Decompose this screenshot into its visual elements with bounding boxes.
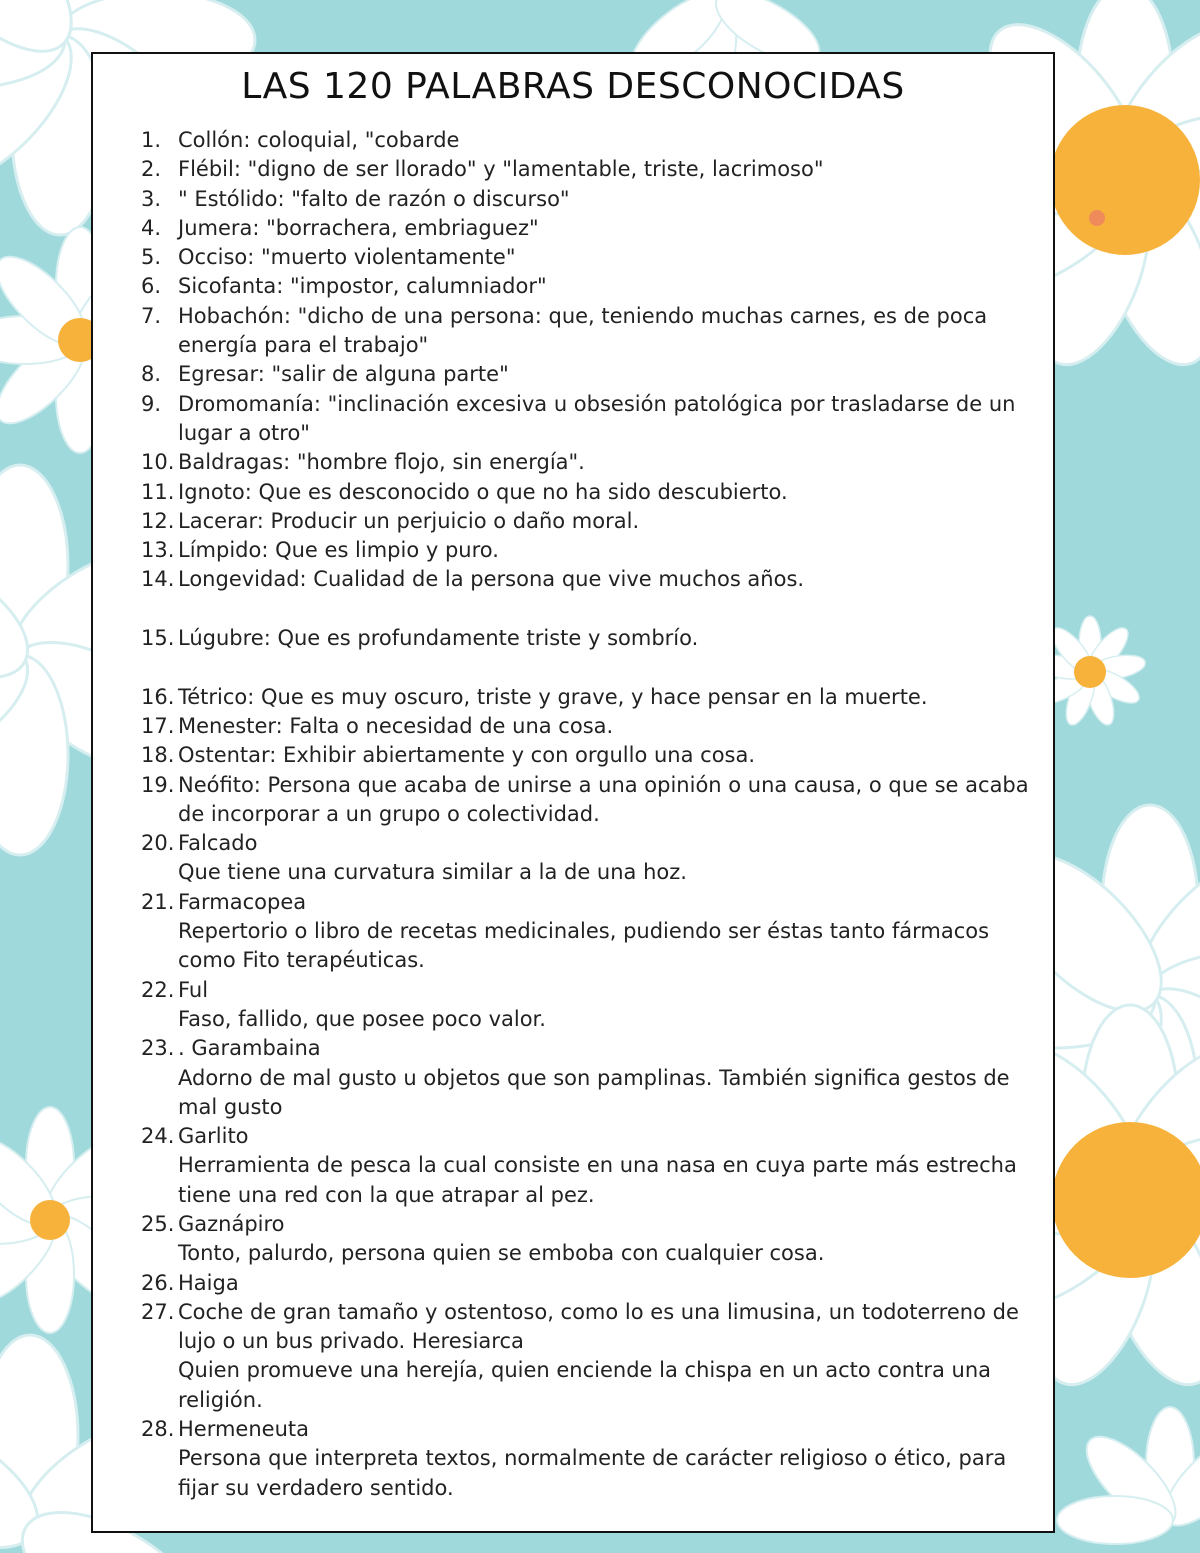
list-item-text: Sicofanta: "impostor, calumniador" xyxy=(178,274,547,299)
list-item xyxy=(141,126,1041,155)
list-item xyxy=(141,448,1041,477)
list-item-number: 19. xyxy=(141,772,175,797)
list-item xyxy=(141,507,1041,536)
list-item-text: Dromomanía: "inclinación excesiva u obsesión patológica por trasladarse de un lugar a otro" xyxy=(178,391,1016,445)
list-item xyxy=(141,302,1041,361)
list-item-number: 26. xyxy=(141,1270,175,1295)
list-item-number: 6. xyxy=(141,274,162,299)
list-item xyxy=(141,1122,1041,1210)
list-item-number: 14. xyxy=(141,567,175,592)
list-item-text: Menester: Falta o necesidad de una cosa. xyxy=(178,713,614,738)
list-item-number: 27. xyxy=(141,1299,175,1324)
list-item xyxy=(141,1298,1041,1415)
list-item-number: 13. xyxy=(141,538,175,563)
list-item xyxy=(141,1269,1041,1298)
list-item-number: 16. xyxy=(141,684,175,709)
list-item-text: Límpido: Que es limpio y puro. xyxy=(178,538,499,563)
list-item-number: 1. xyxy=(141,128,162,152)
list-item-number: 3. xyxy=(141,186,162,211)
list-item-number: 2. xyxy=(141,157,162,182)
list-item-text: Hobachón: "dicho de una persona: que, teniendo muchas carnes, es de poca energía para el trabajo" xyxy=(178,303,988,358)
list-item-text: Coche de gran tamaño y ostentoso, como lo es una limusina, un todoterreno de lujo o un bus privado. Heresiarca xyxy=(178,1299,1019,1354)
list-item-definition: Tonto, palurdo, persona quien se emboba con cualquier cosa. xyxy=(178,1241,825,1266)
word-list xyxy=(141,126,1041,1503)
list-item-definition: Que tiene una curvatura similar a la de una hoz. xyxy=(178,860,687,885)
list-item-text: Hermeneuta xyxy=(178,1417,309,1442)
list-item xyxy=(141,1415,1041,1503)
daisy-flower-icon xyxy=(1057,1407,1200,1544)
list-item xyxy=(141,771,1041,830)
list-item xyxy=(141,712,1041,741)
list-item xyxy=(141,1034,1041,1122)
list-item xyxy=(141,214,1041,243)
list-item xyxy=(141,390,1041,449)
list-item xyxy=(141,565,1041,594)
page-title: LAS 120 PALABRAS DESCONOCIDAS xyxy=(241,66,905,107)
list-item xyxy=(141,829,1041,888)
list-item-number: 4. xyxy=(141,215,162,240)
list-item-number: 11. xyxy=(141,479,175,504)
list-item-definition: Quien promueve una herejía, quien enciende la chispa en un acto contra una religión. xyxy=(178,1358,992,1412)
list-item-number: 12. xyxy=(141,508,175,533)
list-item-number: 28. xyxy=(141,1417,175,1442)
list-item-text: Ful xyxy=(178,977,209,1002)
list-item-number: 15. xyxy=(141,626,175,651)
list-item-number: 8. xyxy=(141,362,162,387)
list-item-number: 10. xyxy=(141,450,175,475)
list-item-text: Longevidad: Cualidad de la persona que vive muchos años. xyxy=(178,567,805,592)
list-item-number: 22. xyxy=(141,977,175,1002)
list-item-number: 17. xyxy=(141,713,175,738)
list-item-definition: Faso, fallido, que posee poco valor. xyxy=(178,1006,546,1031)
list-item-text: Gaznápiro xyxy=(178,1211,285,1236)
list-item-definition: Repertorio o libro de recetas medicinales, pudiendo ser éstas tanto fármacos como Fito terapéuticas. xyxy=(178,919,990,973)
list-item-text: Garlito xyxy=(178,1124,249,1149)
list-item xyxy=(141,478,1041,507)
list-item-text: Farmacopea xyxy=(178,889,307,914)
list-item-text: " Estólido: "falto de razón o discurso" xyxy=(178,186,570,211)
list-item-text: Haiga xyxy=(178,1270,239,1295)
list-item-number: 7. xyxy=(141,303,162,328)
list-item-text: Tétrico: Que es muy oscuro, triste y grave, y hace pensar en la muerte. xyxy=(178,684,928,709)
list-item-text: Lacerar: Producir un perjuicio o daño moral. xyxy=(178,508,640,533)
list-item-text: Falcado xyxy=(178,831,258,856)
list-item-number: 23. xyxy=(141,1036,175,1061)
list-item xyxy=(141,888,1041,976)
list-item-text: Ignoto: Que es desconocido o que no ha sido descubierto. xyxy=(178,479,788,504)
list-item-text: Jumera: "borrachera, embriaguez" xyxy=(178,215,539,240)
list-item-number: 21. xyxy=(141,889,175,914)
list-item-definition: Adorno de mal gusto u objetos que son pamplinas. También significa gestos de mal gusto xyxy=(178,1065,1010,1119)
list-item-text: Neófito: Persona que acaba de unirse a una opinión o una causa, o que se acaba de incorporar a un grupo o colectividad. xyxy=(178,772,1029,826)
list-item-number: 9. xyxy=(141,391,162,416)
list-item-text: Egresar: "salir de alguna parte" xyxy=(178,362,509,387)
list-item-text: Baldragas: "hombre flojo, sin energía". xyxy=(178,450,585,475)
list-item-number: 24. xyxy=(141,1124,175,1149)
list-item-definition: Herramienta de pesca la cual consiste en una nasa en cuya parte más estrecha tiene una red con la que atrapar al pez. xyxy=(178,1153,1017,1207)
list-item xyxy=(141,976,1041,1035)
list-item xyxy=(141,272,1041,301)
list-item-number: 25. xyxy=(141,1211,175,1236)
list-item xyxy=(141,360,1041,389)
list-item-text: Ostentar: Exhibir abiertamente y con orgullo una cosa. xyxy=(178,743,756,768)
list-item-definition: Persona que interpreta textos, normalmente de carácter religioso o ético, para fijar su verdadero sentido. xyxy=(178,1446,1007,1500)
list-item-number: 18. xyxy=(141,743,175,768)
list-item xyxy=(141,243,1041,272)
list-item xyxy=(141,155,1041,184)
list-item-text: Occiso: "muerto violentamente" xyxy=(178,245,516,270)
list-item-text: Collón: coloquial, "cobarde xyxy=(178,128,460,152)
document-page xyxy=(91,52,1055,1533)
list-item xyxy=(141,536,1041,565)
list-item xyxy=(141,741,1041,770)
list-item-text: . Garambaina xyxy=(178,1036,321,1061)
list-item-number: 20. xyxy=(141,831,175,856)
list-item-text: Lúgubre: Que es profundamente triste y sombrío. xyxy=(178,626,699,651)
list-item-text: Flébil: "digno de ser llorado" y "lamentable, triste, lacrimoso" xyxy=(178,157,824,182)
list-item xyxy=(141,624,1041,653)
list-item xyxy=(141,185,1041,214)
list-item xyxy=(141,1210,1041,1269)
list-item xyxy=(141,683,1041,712)
list-item-number: 5. xyxy=(141,245,162,270)
